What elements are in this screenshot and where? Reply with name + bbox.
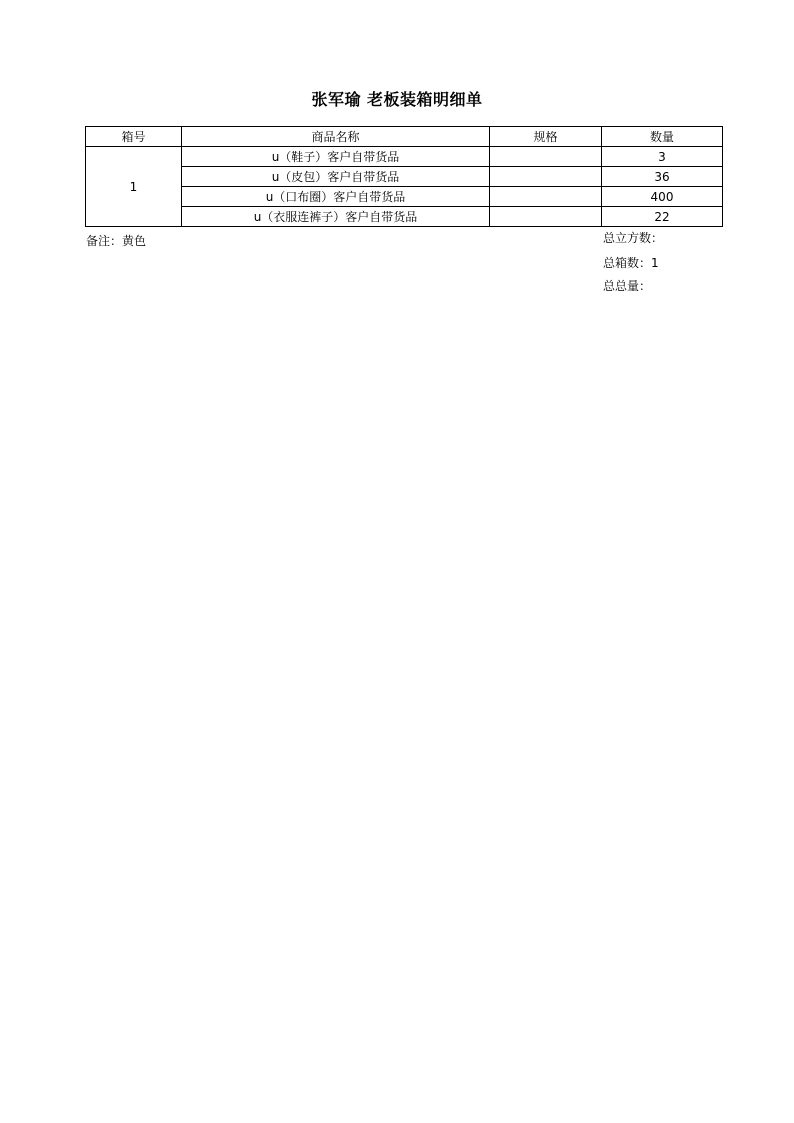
page-title: 张军瑜 老板装箱明细单 — [311, 90, 483, 109]
header-spec: 规格 — [490, 127, 602, 147]
spec-cell — [490, 147, 602, 167]
box-number-cell: 1 — [86, 147, 182, 227]
quantity-cell: 36 — [602, 167, 723, 187]
quantity-cell: 22 — [602, 207, 723, 227]
total-volume-label: 总立方数： — [603, 231, 664, 245]
quantity-cell: 400 — [602, 187, 723, 207]
table-header-row — [86, 127, 723, 147]
remark-text: 备注：黄色 — [86, 234, 147, 248]
table-row — [86, 207, 723, 227]
header-quantity: 数量 — [602, 127, 723, 147]
spec-cell — [490, 187, 602, 207]
packing-detail-table — [85, 126, 723, 227]
total-boxes-label: 总箱数：1 — [603, 256, 659, 270]
product-name-cell: u（鞋子）客户自带货品 — [182, 147, 490, 167]
product-name-cell: u（皮包）客户自带货品 — [182, 167, 490, 187]
quantity-cell: 3 — [602, 147, 723, 167]
product-name-cell: u（衣服连裤子）客户自带货品 — [182, 207, 490, 227]
table-row — [86, 187, 723, 207]
product-name-cell: u（口布圈）客户自带货品 — [182, 187, 490, 207]
header-box-no: 箱号 — [86, 127, 182, 147]
spec-cell — [490, 207, 602, 227]
table-row — [86, 167, 723, 187]
spec-cell — [490, 167, 602, 187]
total-weight-label: 总总量： — [603, 279, 652, 293]
header-product-name: 商品名称 — [182, 127, 490, 147]
table-row — [86, 147, 723, 167]
